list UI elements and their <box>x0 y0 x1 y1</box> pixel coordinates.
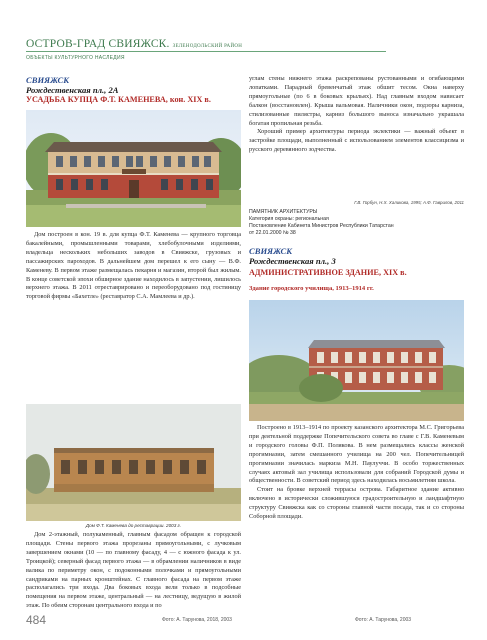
left-heading-block <box>26 75 241 105</box>
monument-label: ПАМЯТНИК АРХИТЕКТУРЫ <box>249 209 318 215</box>
header-district: ЗЕЛЕНОДОЛЬСКИЙ РАЙОН <box>172 44 243 49</box>
left-paragraph-1 <box>26 231 241 302</box>
left-object-title: УСАДЬБА КУПЦА Ф.Т. КАМЕНЕВА, кон. XIX в. <box>26 95 211 104</box>
right-paragraph-cont-text: углам стены нижнего этажа раскрепованы рустованными и огибающими лопатками. Парадный бревенчатый этаж обшит тесом. Окна наверху прямоугольные (по 6 в боковых крыльях). Над главным входом нависает балкон (восстановлен). Крыша вальмовая. Наличники окон, подзоры карниза, стилизованные пилястры, карниз большого выноса изначально украшала богатая пропильная резьба. <box>249 75 464 127</box>
page-number: 484 <box>26 613 47 627</box>
header-title: ОСТРОВ-ГРАД СВИЯЖСК. <box>26 38 170 50</box>
left-paragraph-1-text: Дом построен в кон. 19 в. для купца Ф.Т. Каменева — крупного торговца бакалейными, промышленными товарами, хлебобулочными изделиями, владельца нескольких небольших заводов в Свияжске, грузовых и пассажирских пароходов. В дальнейшем дом перешел к его сыну — В.Ф. Каменеву. В первом этаже размещалась пекарня и магазин, второй был жилым. В конце советской эпохи обширное здание находилось в запустении, лишилось верхнего этажа. В 2011 отреставрировано и переоборудовано под гостиницу торговой фирмы «Бахетле» (реставратор С.А. Мамлеева и др.). <box>26 231 241 301</box>
kamenev-house-restored-image <box>26 110 241 227</box>
right-place: СВИЯЖСК <box>249 246 293 256</box>
monument-info <box>249 209 464 237</box>
header-section: ОБЪЕКТЫ КУЛЬТУРНОГО НАСЛЕДИЯ <box>26 55 125 61</box>
photo-credit-right: Фото: А. Тарунова, 2003 <box>355 617 412 623</box>
header-title-row <box>26 38 466 50</box>
photo-credit-left: Фото: А. Тарунова, 2018, 2003 <box>162 617 232 623</box>
photo-kamenev-house-restored <box>26 110 241 227</box>
monument-decree: Постановление Кабинета Министров Республики Татарстан <box>249 223 394 229</box>
right-street: Рождественская пл., 3 <box>249 256 336 266</box>
right-paragraph-cont <box>249 75 464 155</box>
right-paragraph-3 <box>249 424 464 522</box>
right-object-title: АДМИНИСТРАТИВНОЕ ЗДАНИЕ, XIX в. <box>249 268 407 277</box>
header-rule <box>26 51 386 52</box>
left-street: Рождественская пл., 2А <box>26 85 119 95</box>
photo-kamenev-house-2003 <box>26 404 241 521</box>
right-paragraph-3-text: Построено в 1913–1914 по проекту казанского архитектора М.С. Григорьева при деятельной поддержке Попечительского совета во главе с Г.В. Каменевым и городского головы Ф.П. Полякова. В нем размещались классы женской прогимназии, затем смешанного училища на 200 чел. Попечительницей прогимназии значилась маркиза М.Н. Паулуччи. В особо торжественных случаях актовый зал училища использовали для собраний Городской думы и общественности. В советский период здесь находилась восьмилетняя школа. <box>249 424 464 485</box>
left-paragraph-2 <box>26 531 241 611</box>
left-place: СВИЯЖСК <box>26 75 70 85</box>
sources-line: Г.В. Горбун, Н.Х. Халикова, 1995; А.Ф. Гаврилов, 2011 <box>354 200 464 205</box>
page-header <box>26 38 466 61</box>
kamenev-house-2003-image <box>26 404 241 521</box>
right-subtitle: Здание городского училища, 1913–1914 гг. <box>249 285 374 292</box>
monument-category: Категория охраны: региональная <box>249 216 329 222</box>
photo-school-building <box>249 300 464 421</box>
photo-caption: Дом Ф.Т. Каменева до реставрации. 2003 г. <box>85 523 182 528</box>
right-paragraph-4-text: Стоит на бровке верхней террасы острова. Габаритное здание активно включено в исторически сложившуюся градостроительную и ландшафтную структуру Свияжска как со стороны главной части посада, так и со стороны Соборной площади. <box>249 486 464 521</box>
left-paragraph-2-text: Дом 2-этажный, полукаменный, главным фасадом обращен к городской площади. Стены первого этажа прорезаны прямоугольными, с лучковым завершением окнами (10 — по главному фасаду, 4 — с южного фасада к ул. Троицкой); северный фасад первого этажа — в обрамлении наличников в виде валика по периметру окон, с подоконными полочками и прямоугольными сандриками на парных кронштейнах. С главного фасада на первом этаже располагались три входа. Два боковых входа вели только в подсобные помещения на первом этаже, центральный — на лестницу, ведущую в жилой этаж. По обеим сторонам центрального входа и по <box>26 531 241 610</box>
school-building-image <box>249 300 464 421</box>
right-heading-block <box>249 246 464 294</box>
monument-decree-date: от 22.01.2000 № 38 <box>249 230 296 236</box>
right-paragraph-cont2-text: Хороший пример архитектуры периода эклектики — важный объект в застройке площади, выполненный с использованием элементов классицизма и русского деревянного зодчества. <box>249 128 464 154</box>
